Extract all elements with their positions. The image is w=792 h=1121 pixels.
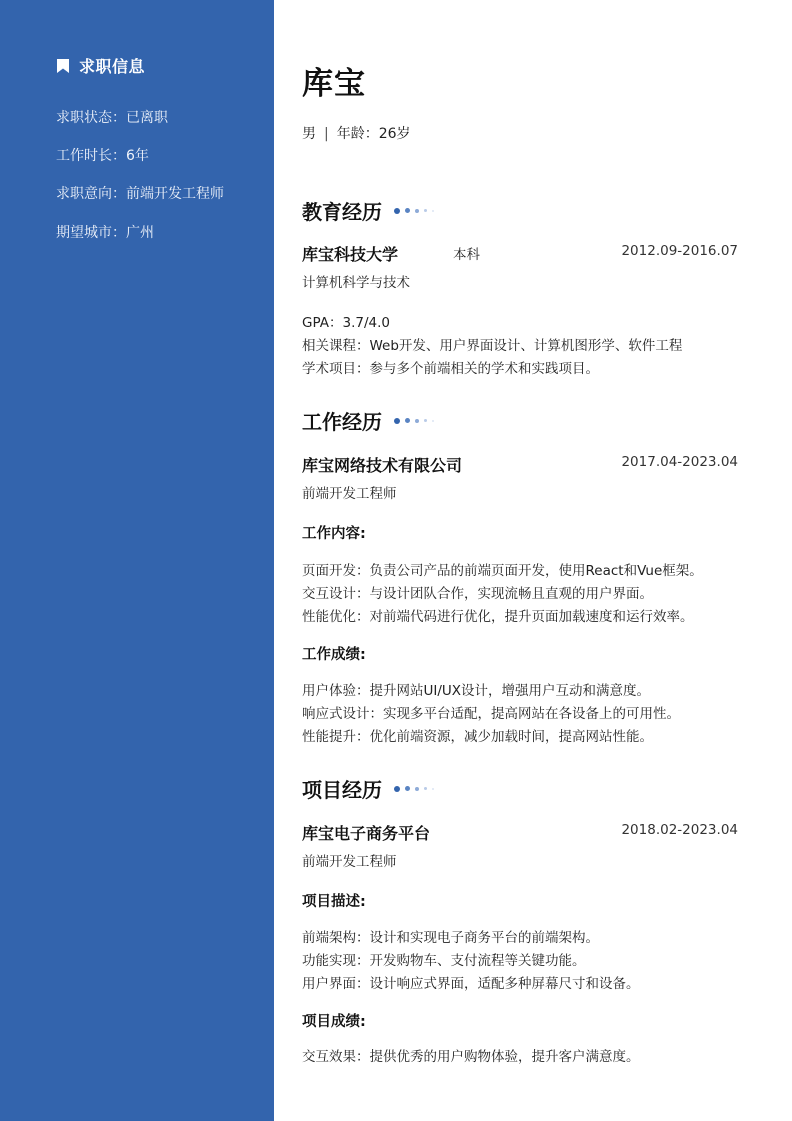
sidebar-item-status: 求职状态：已离职 <box>56 110 168 126</box>
work-content-item: 页面开发：负责公司产品的前端页面开发，使用React和Vue框架。 <box>302 563 703 579</box>
sidebar-item-experience: 工作时长：6年 <box>56 148 149 164</box>
sidebar-title <box>56 54 145 77</box>
company-name: 库宝网络技术有限公司 <box>302 456 463 475</box>
decorative-dots-icon <box>394 418 439 424</box>
project-date: 2018.02-2023.04 <box>621 822 738 838</box>
project-desc-item: 前端架构：设计和实现电子商务平台的前端架构。 <box>302 930 599 946</box>
project-name: 库宝电子商务平台 <box>302 824 431 843</box>
bookmark-icon <box>56 58 70 74</box>
project-role: 前端开发工程师 <box>302 854 397 870</box>
basic-info <box>302 123 411 143</box>
degree: 本科 <box>453 247 480 263</box>
education-section-title <box>302 196 439 225</box>
project-desc-item: 功能实现：开发购物车、支付流程等关键功能。 <box>302 953 586 969</box>
info-separator: | <box>324 126 329 142</box>
work-content-item: 交互设计：与设计团队合作，实现流畅且直观的用户界面。 <box>302 586 653 602</box>
work-achievement-heading: 工作成绩: <box>302 647 366 663</box>
sidebar-title-text: 求职信息 <box>79 57 146 76</box>
work-title-text: 工作经历 <box>302 410 382 434</box>
work-section-title <box>302 406 439 435</box>
decorative-dots-icon <box>394 208 439 214</box>
decorative-dots-icon <box>394 786 439 792</box>
age: 年龄：26岁 <box>336 126 411 142</box>
education-title-text: 教育经历 <box>302 200 382 224</box>
project-achievement-heading: 项目成绩: <box>302 1014 366 1030</box>
project-section-title <box>302 774 439 803</box>
gender: 男 <box>302 126 316 142</box>
education-detail: GPA：3.7/4.0 <box>302 315 390 331</box>
sidebar <box>0 0 274 1121</box>
candidate-name: 库宝 <box>302 66 366 102</box>
work-content-item: 性能优化：对前端代码进行优化，提升页面加载速度和运行效率。 <box>302 609 694 625</box>
education-date: 2012.09-2016.07 <box>621 243 738 259</box>
sidebar-item-intention: 求职意向：前端开发工程师 <box>56 186 224 202</box>
project-desc-item: 用户界面：设计响应式界面，适配多种屏幕尺寸和设备。 <box>302 976 640 992</box>
work-achievement-item: 用户体验：提升网站UI/UX设计，增强用户互动和满意度。 <box>302 683 651 699</box>
major: 计算机科学与技术 <box>302 275 410 291</box>
work-achievement-item: 响应式设计：实现多平台适配，提高网站在各设备上的可用性。 <box>302 706 680 722</box>
main-content <box>302 0 738 1121</box>
education-detail: 学术项目：参与多个前端相关的学术和实践项目。 <box>302 361 599 377</box>
sidebar-item-city: 期望城市：广州 <box>56 225 154 241</box>
work-date: 2017.04-2023.04 <box>621 454 738 470</box>
project-achievement-item: 交互效果：提供优秀的用户购物体验，提升客户满意度。 <box>302 1049 640 1065</box>
work-achievement-item: 性能提升：优化前端资源，减少加载时间，提高网站性能。 <box>302 729 653 745</box>
work-content-heading: 工作内容: <box>302 526 366 542</box>
project-desc-heading: 项目描述: <box>302 894 366 910</box>
project-title-text: 项目经历 <box>302 778 382 802</box>
work-role: 前端开发工程师 <box>302 486 397 502</box>
school-name: 库宝科技大学 <box>302 245 399 264</box>
education-detail: 相关课程：Web开发、用户界面设计、计算机图形学、软件工程 <box>302 338 683 354</box>
